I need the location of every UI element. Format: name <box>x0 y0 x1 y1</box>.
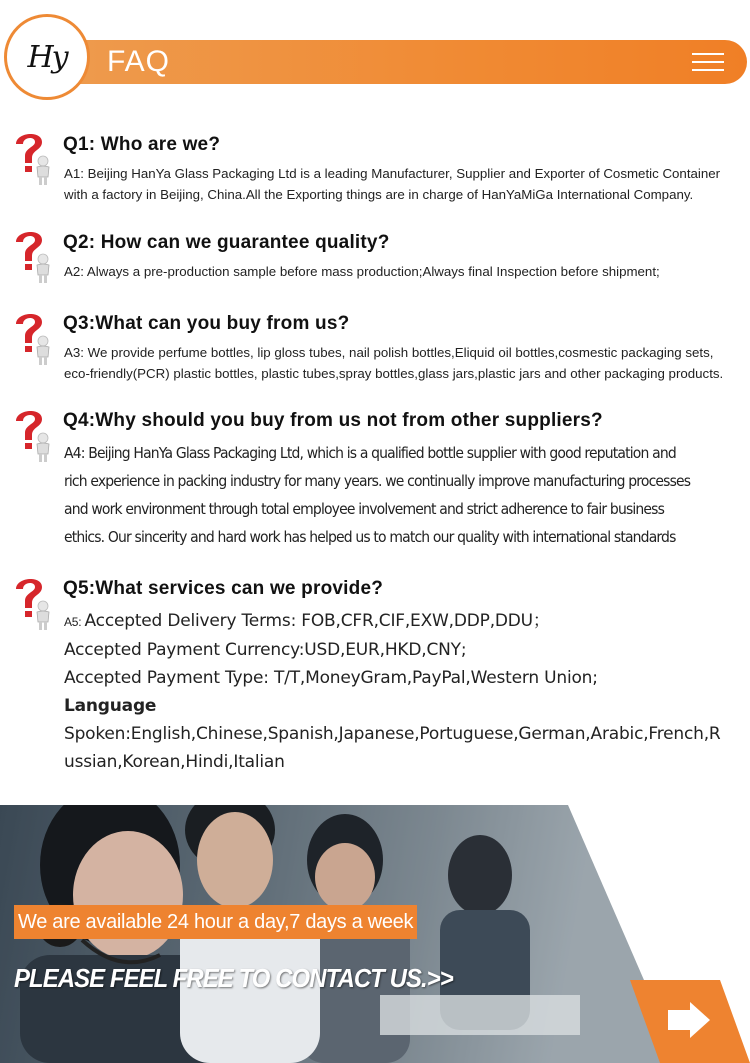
faq-question: Q5:What services can we provide? <box>63 578 384 599</box>
faq-answer: A3: We provide perfume bottles, lip gloss tubes, nail polish bottles,Eliquid oil bottles,cosmestic packaging sets, eco-friendly(PCR) plastic bottles, plastic tubes,spray bottles,glass jars,plastic jars and other packaging products. <box>64 345 724 381</box>
page-header <box>0 0 750 105</box>
faq-answer: A4: Beijing HanYa Glass Packaging Ltd, which is a qualified bottle supplier with good reputation and rich experience in packing industry for many years. we continually improve manufacturing processes and work environment through total employee involvement and strict adherence to fair business ethics. Our sincerity and hard work has helped us to match our quality with international standards <box>64 444 691 546</box>
contact-us-link[interactable]: PLEASE FEEL FREE TO CONTACT US.>> <box>14 963 453 993</box>
faq-question: Q4:Why should you buy from us not from other suppliers? <box>63 410 603 431</box>
question-person-icon <box>12 228 54 284</box>
question-person-icon <box>12 407 54 463</box>
faq-answer: A2: Always a pre-production sample before mass production;Always final Inspection before shipment; <box>64 264 660 279</box>
arrow-right-icon[interactable] <box>630 980 750 1063</box>
page-title: FAQ <box>107 45 171 78</box>
faq-question: Q1: Who are we? <box>63 134 221 155</box>
logo-text: Hy <box>27 39 67 75</box>
question-person-icon <box>12 310 54 366</box>
faq-answer: A5: Accepted Delivery Terms: FOB,CFR,CIF,EXW,DDP,DDU； Accepted Payment Currency:USD,EUR,HKD,CNY; Accepted Payment Type: T/T,MoneyGram,PayPal,Western Union; Language Spoken:English,Chinese,Spanish,Japanese,Portuguese,German,Arabic,French,R ussian,Korean,Hindi,Italian <box>64 611 721 772</box>
answer-prefix: A5: <box>64 615 85 629</box>
faq-question: Q3:What can you buy from us? <box>63 313 350 334</box>
question-person-icon <box>12 130 54 186</box>
hamburger-menu-icon[interactable] <box>692 53 724 73</box>
availability-badge: We are available 24 hour a day,7 days a week <box>14 905 417 939</box>
faq-question: Q2: How can we guarantee quality? <box>63 232 390 253</box>
faq-answer: A1: Beijing HanYa Glass Packaging Ltd is a leading Manufacturer, Supplier and Exporter of Cosmetic Container with a factory in Beijing, China.All the Exporting things are in charge of HanYaMiGa International Company. <box>64 166 721 202</box>
company-logo[interactable] <box>4 14 90 100</box>
question-person-icon <box>12 575 54 631</box>
